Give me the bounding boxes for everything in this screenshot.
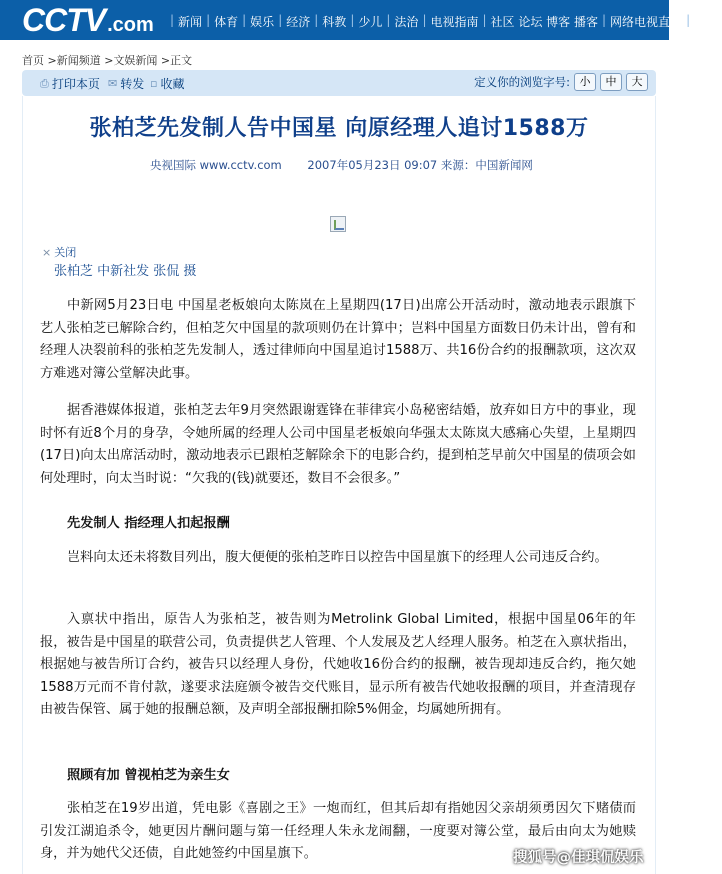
article-paragraph: 入禀状中指出，原告人为张柏芝，被告则为Metrolink Global Limited，根据中国星06年的年报，被告是中国星的联营公司，负责提供艺人管理、个人发展及艺人经理人服务。柏芝在入禀状指出，根据她与被告所订合约，被告只以经理人身份，代她收16份合约的报酬，被告现却违反合约，拖欠她1588万元而不肯付款，遂要求法庭颁令被告交代账目，显示所有被告代她收报酬的项目，并查清现存由被告保管、属于她的报酬总额，及声明全部报酬扣除5%佣金，均属她所拥有。 — [40, 612, 636, 718]
nav-item-tv-guide[interactable]: 电视指南 — [430, 15, 479, 29]
content-border-right — [655, 96, 656, 874]
article-subhead: 照顾有加 曾视柏芝为亲生女 — [67, 768, 230, 783]
close-icon: × — [42, 246, 52, 259]
article-source: 央视国际 www.cctv.com — [150, 158, 282, 172]
font-large-button[interactable]: 大 — [626, 73, 648, 91]
font-medium-button[interactable]: 中 — [600, 73, 622, 91]
logo-text: CCTV — [22, 2, 106, 38]
article-paragraph: 据香港媒体报道，张柏芝去年9月突然跟谢霆锋在菲律宾小岛秘密结婚，放弃如日方中的事业，现时怀有近8个月的身孕，令她所属的经理人公司中国星老板娘向华强太太陈岚大感痛心失望，上星期四(17日)向太出席活动时，激动地表示已跟柏芝解除余下的电影合约，提到柏芝早前欠中国星的债项会如何处理时，向太当时说：“欠我的(钱)就要还，数目不会很多。” — [40, 403, 636, 486]
breadcrumb-news-channel[interactable]: 新闻频道 — [56, 54, 101, 67]
top-nav: | 新闻 | 体育 | 娱乐 | 经济 | 科教 | 少儿 | 法治 | 电视指南 | 社区 论坛 博客 播客 | 网络电视直播 | 网站 — [170, 13, 722, 30]
bookmark-icon: ▫ — [150, 77, 158, 90]
forward-label: 转发 — [120, 77, 145, 91]
nav-item-law[interactable]: 法治 — [394, 15, 419, 29]
article-subhead: 先发制人 指经理人扣起报酬 — [67, 516, 230, 531]
nav-item-news[interactable]: 新闻 — [178, 15, 203, 29]
nav-item-community[interactable]: 社区 论坛 博客 播客 — [490, 15, 598, 29]
nav-item-kids[interactable]: 少儿 — [358, 15, 383, 29]
mail-icon: ✉ — [108, 77, 118, 90]
image-caption: 张柏芝 中新社发 张侃 摄 — [54, 264, 197, 279]
breadcrumb-current: 正文 — [170, 54, 193, 67]
nav-item-site[interactable]: 网站 — [694, 15, 719, 29]
favorite-label: 收藏 — [160, 77, 185, 91]
logo-domain: .com — [107, 14, 154, 36]
close-image-button[interactable] — [42, 244, 76, 260]
font-size-label: 定义你的浏览字号: — [474, 75, 570, 89]
article-paragraph: 岂料向太还未将数目列出，腹大便便的张柏芝昨日以控告中国星旗下的经理人公司违反合约。 — [67, 550, 608, 565]
nav-item-economy[interactable]: 经济 — [286, 15, 311, 29]
favorite-button[interactable] — [150, 75, 184, 92]
breadcrumb-home[interactable]: 首页 — [22, 54, 44, 67]
article-meta — [150, 157, 555, 173]
article-paragraph: 中新网5月23日电 中国星老板娘向太陈岚在上星期四(17日)出席公开活动时，激动地表示跟旗下艺人张柏芝已解除合约，但柏芝欠中国星的款项则仍在计算中；岂料中国星方面数日仍未计出，曾有和经理人决裂前科的张柏芝先发制人，透过律师向中国星追讨1588万、共16份合约的报酬款项，这次双方难逃对簿公堂解决此事。 — [40, 298, 636, 381]
content-border-left — [22, 96, 23, 874]
article-paragraph: 张柏芝在19岁出道，凭电影《喜剧之王》一炮而红，但其后却有指她因父亲胡须勇因欠下赌债而引发江湖追杀令，她更因片酬问题与第一任经理人朱永龙闹翻，一度要对簿公堂，最后由向太为她赎身，并为她代父还债，自此她签约中国星旗下。 — [40, 801, 636, 862]
nav-item-science[interactable]: 科教 — [322, 15, 347, 29]
article-datetime: 2007年05月23日 09:07 来源：中国新闻网 — [307, 158, 533, 172]
breadcrumb: 首页 >新闻频道 >文娱新闻 >正文 — [22, 54, 193, 67]
nav-item-sports[interactable]: 体育 — [214, 15, 239, 29]
font-small-button[interactable]: 小 — [574, 73, 596, 91]
close-label: 关闭 — [54, 246, 77, 259]
cctv-logo[interactable] — [22, 4, 154, 36]
watermark: 搜狐号@佳琪侃娱乐 — [513, 850, 644, 866]
forward-button[interactable] — [108, 75, 144, 92]
article-toolbar — [22, 70, 656, 96]
nav-item-entertainment[interactable]: 娱乐 — [250, 15, 275, 29]
print-label: 打印本页 — [51, 77, 100, 91]
font-size-control — [474, 73, 648, 91]
nav-item-live-tv[interactable]: 网络电视直播 — [610, 15, 683, 29]
article-title: 张柏芝先发制人告中国星 向原经理人追讨1588万 — [89, 116, 589, 141]
site-header — [0, 0, 719, 40]
print-icon: ⎙ — [40, 76, 49, 90]
breadcrumb-entertainment-news[interactable]: 文娱新闻 — [113, 54, 158, 67]
broken-image-icon — [330, 216, 346, 232]
print-button[interactable] — [40, 75, 100, 92]
